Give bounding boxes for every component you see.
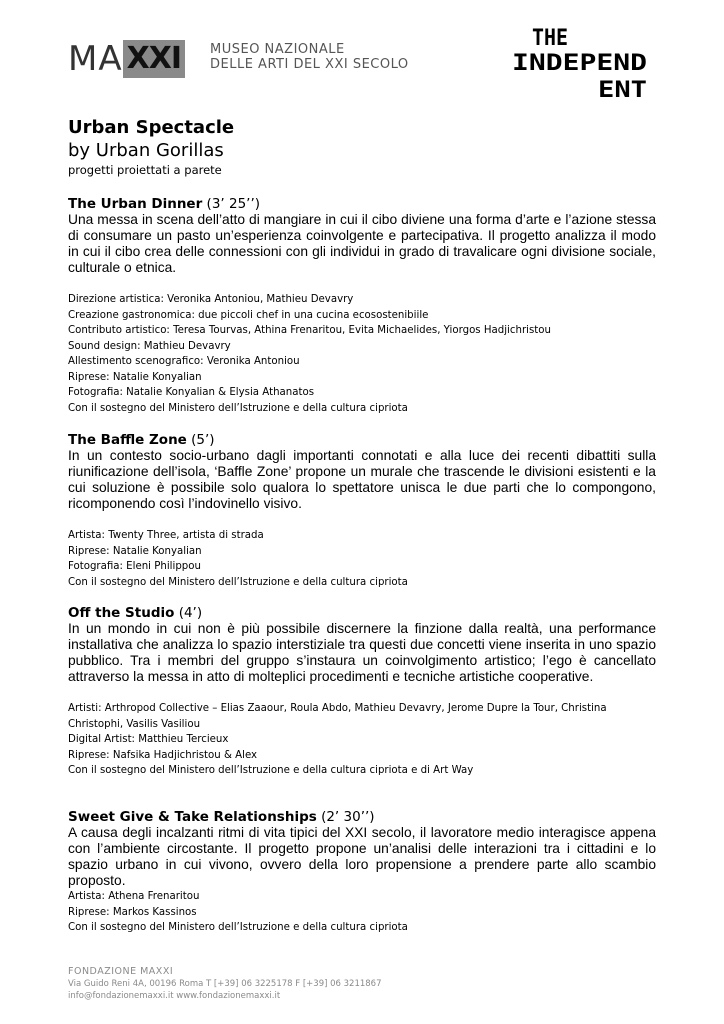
section-duration: (3’ 25’’) <box>206 196 261 212</box>
credit-line: Fotografia: Eleni Philippou <box>68 561 201 572</box>
credit-line: Direzione artistica: Veronika Antoniou, Mathieu Devavry <box>68 294 354 305</box>
footer-contacts: info@fondazionemaxxi.it www.fondazionemaxxi.it <box>68 991 281 1001</box>
credit-line: Riprese: Markos Kassinos <box>68 906 197 918</box>
credit-line: Creazione gastronomica: due piccoli chef in una cucina ecosostenibiile <box>68 309 429 321</box>
logo-ma-text: MA <box>68 39 123 79</box>
credit-line: Con il sostegno del Ministero dell’Istruzione e della cultura cipriota e di Art Way <box>68 765 474 776</box>
section-sweet-give-take-credits <box>68 889 658 936</box>
section-duration: (4’) <box>178 605 203 621</box>
logo-row-2: INDEPEND <box>512 51 647 76</box>
museum-name-line2: DELLE ARTI DEL XXI SECOLO <box>210 57 409 72</box>
page-note: progetti proiettati a parete <box>68 163 222 177</box>
section-name: The Baffle Zone <box>68 432 187 448</box>
section-sweet-give-take-description: A causa degli incalzanti ritmi di vita tipici del XXI secolo, il lavoratore medio interagisce appena con l’ambiente circostante. Il progetto propone un’analisi delle interazioni tra i cittadini e lo spazio urbano in cui vivono, ovvero della loro propensione a prendere parte allo scambio proposto. <box>68 825 656 888</box>
logo-xxi-text: XXI <box>123 40 185 78</box>
credit-line: Allestimento scenografico: Veronika Antoniou <box>68 356 300 367</box>
credit-line: Con il sostegno del Ministero dell’Istruzione e della cultura cipriota <box>68 922 408 933</box>
section-off-the-studio-credits <box>68 701 658 779</box>
footer-organization: FONDAZIONE MAXXI <box>68 966 174 977</box>
credit-line: Fotografia: Natalie Konyalian & Elysia Athanatos <box>68 387 315 398</box>
museum-name-line1: MUSEO NAZIONALE <box>210 42 345 57</box>
logo-row-1: THE <box>532 26 568 51</box>
section-baffle-zone-title <box>68 432 215 448</box>
credit-line: Sound design: Mathieu Devavry <box>68 340 231 352</box>
maxxi-logo <box>68 40 185 78</box>
section-baffle-zone-credits <box>68 528 658 590</box>
section-urban-dinner-title <box>68 196 260 212</box>
section-urban-dinner-credits <box>68 292 658 416</box>
section-duration: (2’ 30’’) <box>321 809 375 825</box>
the-independent-logo <box>512 25 647 102</box>
section-name: The Urban Dinner <box>68 196 203 212</box>
credit-line: Riprese: Natalie Konyalian <box>68 545 202 557</box>
logo-row-3: ENT <box>598 78 647 102</box>
section-off-the-studio-description: In un mondo in cui non è più possibile discernere la finzione dalla realtà, una performance installativa che analizza lo spazio interstiziale tra questi due concetti viene inserita in uno spazio pubblico. Tra i membri del gruppo s’instaura un coinvolgimento artistico; l’ego è cancellato attraverso la messa in atto di molteplici procedimenti e tecniche artistiche cooperative. <box>68 621 656 684</box>
credit-line: Riprese: Nafsika Hadjichristou & Alex <box>68 749 258 761</box>
section-off-the-studio-title <box>68 605 202 621</box>
section-baffle-zone-description: In un contesto socio-urbano dagli importanti connotati e alla luce dei recenti dibattiti sulla riunificazione dell’isola, ‘Baffle Zone’ propone un murale che trascende le divisioni esistenti e la cui soluzione è possibile solo qualora lo spettatore unisca le due parti che lo compongono, ricomponendo così l’indovinello visivo. <box>68 448 656 511</box>
museum-name <box>210 42 409 72</box>
section-name: Sweet Give & Take Relationships <box>68 809 317 825</box>
credit-line: Con il sostegno del Ministero dell’Istruzione e della cultura cipriota <box>68 402 408 414</box>
section-urban-dinner-description: Una messa in scena dell’atto di mangiare in cui il cibo diviene una forma d’arte e l’azione stessa di consumare un pasto un’esperienza coinvolgente e partecipativa. Il progetto analizza il modo in cui il cibo crea delle connessioni con gli individui in grado di travalicare ogni divisione sociale, culturale o etnica. <box>68 212 656 275</box>
credit-line: Artisti: Arthropod Collective – Elias Zaaour, Roula Abdo, Mathieu Devavry, Jerome Dupre la Tour, Christina Christophi, Vasilis Vasiliou <box>68 703 607 730</box>
section-name: Off the Studio <box>68 605 175 621</box>
footer-address: Via Guido Reni 4A, 00196 Roma T [+39] 06 3225178 F [+39] 06 3211867 <box>68 979 382 989</box>
section-sweet-give-take-title <box>68 809 375 825</box>
section-duration: (5’) <box>191 432 215 448</box>
credit-line: Riprese: Natalie Konyalian <box>68 371 202 383</box>
page-subtitle: by Urban Gorillas <box>68 140 224 161</box>
page-title: Urban Spectacle <box>68 117 235 138</box>
credit-line: Con il sostegno del Ministero dell’Istruzione e della cultura cipriota <box>68 576 408 588</box>
credit-line: Contributo artistico: Teresa Tourvas, Athina Frenaritou, Evita Michaelides, Yiorgos Hadjichristou <box>68 325 551 336</box>
credit-line: Artista: Athena Frenaritou <box>68 891 200 902</box>
footer <box>68 966 382 1002</box>
credit-line: Digital Artist: Matthieu Tercieux <box>68 734 229 745</box>
credit-line: Artista: Twenty Three, artista di strada <box>68 530 264 541</box>
